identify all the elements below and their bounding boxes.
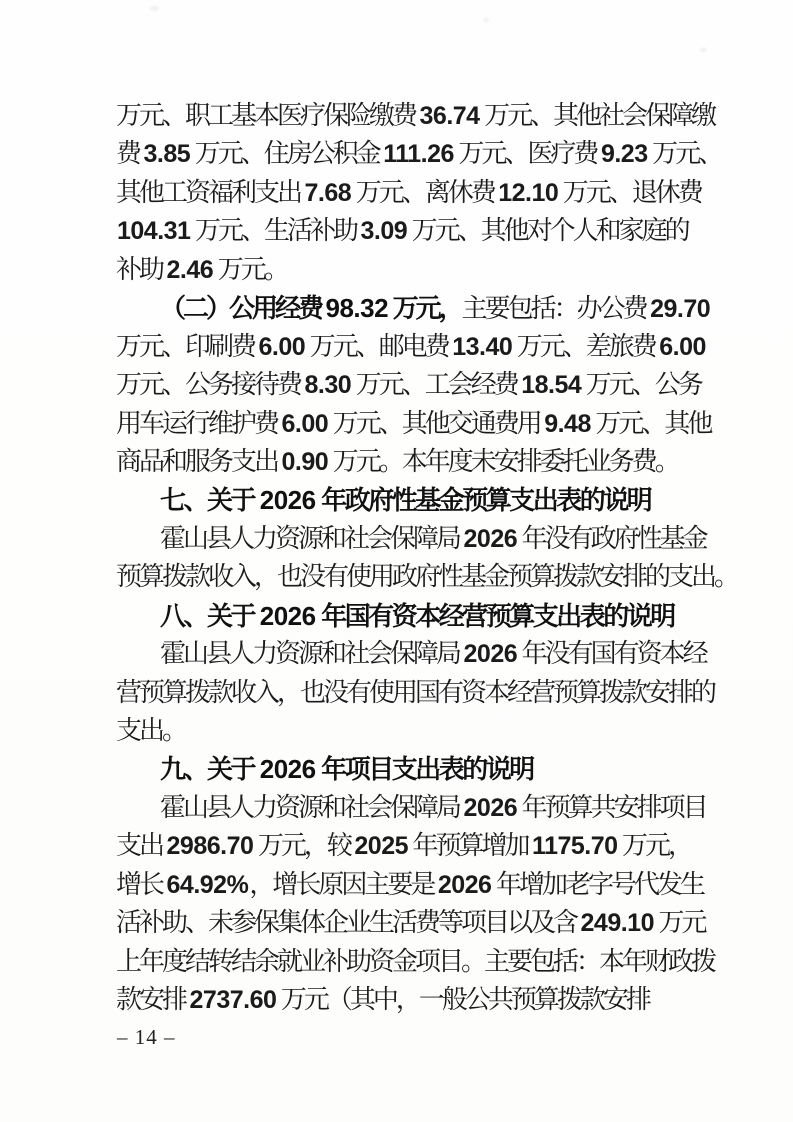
text-line: [116, 827, 692, 865]
text-line: [116, 520, 706, 558]
text-line: [116, 135, 722, 173]
numeric-value: 29.70: [650, 295, 711, 324]
text-segment: 九、关于 2026 年项目支出表的说明: [160, 754, 533, 785]
numeric-value: 18.54: [521, 371, 582, 400]
text-segment: 主要包括：办公费 29.70: [461, 294, 711, 324]
numeric-value: 0.90: [281, 447, 329, 476]
text-segment: 其他工资福利支出 7.68 万元、离休费 12.10 万元、退休费: [116, 177, 701, 207]
numeric-value: 8.30: [304, 371, 352, 400]
text-segment: 活补助、未参保集体企业生活费等项目以及含 249.10 万元: [116, 908, 705, 938]
text-line: [116, 405, 711, 443]
text-segment: 补助 2.46 万元。: [116, 254, 287, 284]
numeric-value: 2.46: [166, 255, 214, 284]
text-segment: 商品和服务支出 0.90 万元。本年度未安排委托业务费。: [116, 446, 678, 476]
numeric-value: 2026: [437, 870, 492, 899]
text-segment: 上年度结转结余就业补助资金项目。主要包括：本年财政拨: [116, 946, 715, 976]
numeric-value: 2026: [463, 793, 518, 822]
text-line: [116, 328, 706, 366]
numeric-value: 2986.70: [166, 832, 254, 861]
document-text: [116, 97, 738, 1020]
text-line: [116, 289, 711, 327]
numeric-value: 6.00: [659, 332, 706, 361]
text-line: [116, 97, 715, 135]
text-segment: 104.31 万元、生活补助 3.09 万元、其他对个人和家庭的: [117, 216, 688, 246]
text-segment: 霍山县人力资源和社会保障局 2026 年没有国有资本经: [160, 639, 706, 669]
numeric-value: 12.10: [498, 178, 559, 207]
text-segment: 支出。: [116, 716, 186, 745]
text-line: [116, 366, 701, 404]
numeric-value: 2026: [463, 524, 518, 553]
numeric-value: 9.48: [544, 409, 591, 438]
text-segment: 万元、公务接待费 8.30 万元、工会经费 18.54 万元、公务: [116, 370, 701, 400]
text-line: [116, 174, 701, 212]
text-segment: 增长 64.92%，增长原因主要是 2026 年增加老字号代发生: [116, 869, 703, 899]
scan-noise-speck: [150, 6, 159, 11]
text-line: [116, 674, 715, 712]
text-segment: 支出 2986.70 万元，较 2025 年预算增加 1175.70 万元，: [116, 831, 692, 861]
text-segment: 万元、职工基本医疗保险缴费 36.74 万元、其他社会保障缴: [116, 101, 715, 130]
numeric-value: 2026: [259, 754, 316, 785]
heading-line: [116, 597, 683, 635]
text-segment: 霍山县人力资源和社会保障局 2026 年预算共安排项目: [160, 792, 706, 822]
text-segment: 八、关于 2026 年国有资本经营预算支出表的说明: [160, 600, 674, 631]
numeric-value: 2026: [463, 640, 518, 669]
numeric-value: 6.00: [258, 332, 306, 361]
numeric-value: 2026: [259, 485, 316, 516]
text-segment: 费 3.85 万元、住房公积金 111.26 万元、医疗费 9.23 万元、: [116, 139, 722, 169]
scan-noise-speck: [700, 48, 707, 52]
text-segment: 万元、印刷费 6.00 万元、邮电费 13.40 万元、差旅费 6.00: [116, 331, 706, 361]
numeric-value: 36.74: [419, 102, 480, 130]
text-segment: 用车运行维护费 6.00 万元、其他交通费用 9.48 万元、其他: [116, 408, 711, 438]
numeric-value: 2026: [259, 600, 316, 631]
numeric-value: 98.32: [325, 293, 389, 324]
text-segment: 款安排 2737.60 万元（其中，一般公共预算拨款安排: [116, 985, 649, 1015]
text-line: [116, 712, 683, 750]
text-line: [116, 789, 706, 827]
numeric-value: 9.23: [600, 140, 648, 169]
heading-line: [116, 481, 683, 519]
text-line: [116, 635, 706, 673]
numeric-value: 1175.70: [532, 832, 618, 861]
numeric-value: 2737.60: [189, 986, 277, 1015]
text-line: [116, 212, 688, 250]
numeric-value: 2025: [354, 832, 409, 861]
numeric-value: 64.92%: [166, 870, 249, 899]
text-segment: 霍山县人力资源和社会保障局 2026 年没有政府性基金: [160, 523, 706, 553]
numeric-value: 7.68: [304, 178, 352, 207]
text-line: [116, 904, 705, 942]
text-segment: 七、关于 2026 年政府性基金预算支出表的说明: [160, 485, 651, 516]
text-segment: 营预算拨款收入，也没有使用国有资本经营预算拨款安排的: [116, 677, 715, 707]
numeric-value: 3.09: [360, 217, 408, 246]
text-line: [116, 943, 715, 981]
page-number: – 14 –: [117, 1025, 176, 1049]
heading-line: [116, 750, 683, 788]
numeric-value: 13.40: [452, 332, 513, 361]
numeric-value: 6.00: [281, 409, 329, 438]
text-line: [116, 251, 683, 289]
numeric-value: 3.85: [143, 140, 191, 169]
text-line: [116, 981, 683, 1019]
numeric-value: 249.10: [580, 909, 654, 938]
numeric-value: 104.31: [117, 217, 191, 246]
bold-text-segment: （二）公用经费 98.32 万元，: [160, 293, 462, 324]
text-segment: 预算拨款收入，也没有使用政府性基金预算拨款安排的支出。: [116, 562, 738, 592]
text-line: [116, 558, 738, 596]
numeric-value: 111.26: [383, 140, 454, 169]
text-line: [116, 443, 683, 481]
scan-noise-speck: [483, 18, 489, 22]
text-line: [116, 866, 703, 904]
